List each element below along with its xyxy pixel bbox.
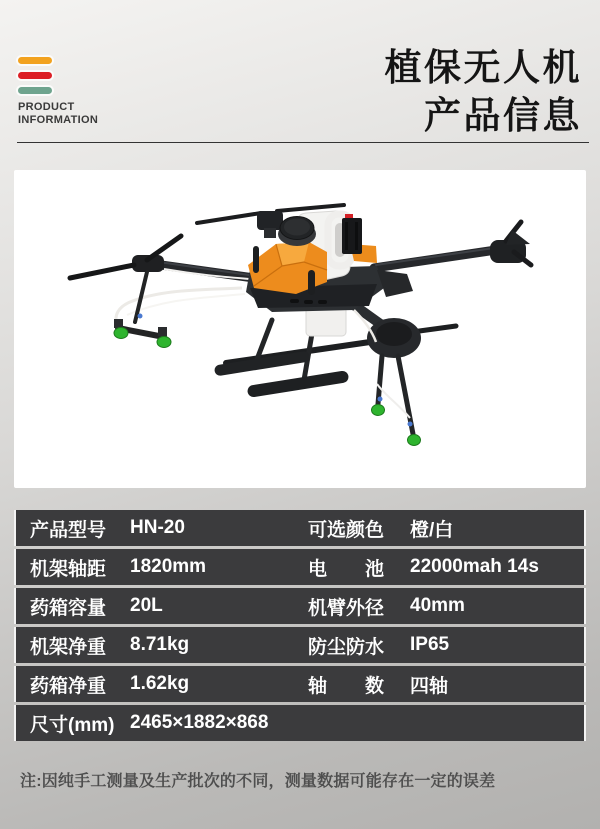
logo-bar-orange-icon [18,57,52,64]
left-arm [70,236,254,279]
product-image-panel [14,170,586,488]
spec-value: 2465×1882×868 [130,712,269,733]
spec-label: 机臂外径 [308,597,385,619]
measurement-disclaimer: 注:因纯手工测量及生产批次的不同，测量数据可能存在一定的误差 [20,773,496,790]
spec-label: 药箱容量 [30,597,107,619]
spec-table [14,510,586,741]
spec-label: 机架净重 [30,636,107,658]
spec-value: IP65 [410,634,450,655]
spec-value: 8.71kg [130,634,190,655]
table-row [14,549,586,585]
spec-value: 1.62kg [130,673,190,694]
spec-value: 40mm [410,595,465,616]
drone-illustration [14,170,586,488]
header-divider [17,142,589,143]
page-title-line1: 植保无人机 [384,47,582,88]
table-row [14,627,586,663]
table-row [14,510,586,546]
spec-value: 20L [130,595,163,616]
spec-label: 防尘防水 [308,636,385,658]
right-arm [374,222,531,268]
spec-label: 机架轴距 [30,558,107,580]
logo-caption-line1: PRODUCT [18,101,75,113]
spec-label: 可选颜色 [308,519,385,541]
logo-caption-line2: INFORMATION [18,114,99,126]
spec-label: 产品型号 [30,519,107,541]
page-title [385,44,583,140]
table-row [14,588,586,624]
spec-value: 橙/白 [410,519,454,541]
table-row [14,705,586,741]
spec-value: 1820mm [130,556,207,577]
left-landing-gear [114,272,245,348]
logo-caption [18,101,98,127]
logo-bar-green-icon [18,87,52,94]
spec-label: 药箱净重 [30,675,107,697]
logo-bar-red-icon [18,72,52,79]
spec-label: 轴 数 [308,675,385,697]
spec-label: 电 池 [308,558,385,580]
page-title-line2: 产品信息 [424,95,582,136]
table-row [14,666,586,702]
spec-value: 四轴 [410,675,449,697]
spec-value: 22000mah 14s [410,556,539,577]
spec-label: 尺寸(mm) [30,714,115,736]
brand-logo [18,57,52,102]
spec-value: HN-20 [130,517,185,538]
